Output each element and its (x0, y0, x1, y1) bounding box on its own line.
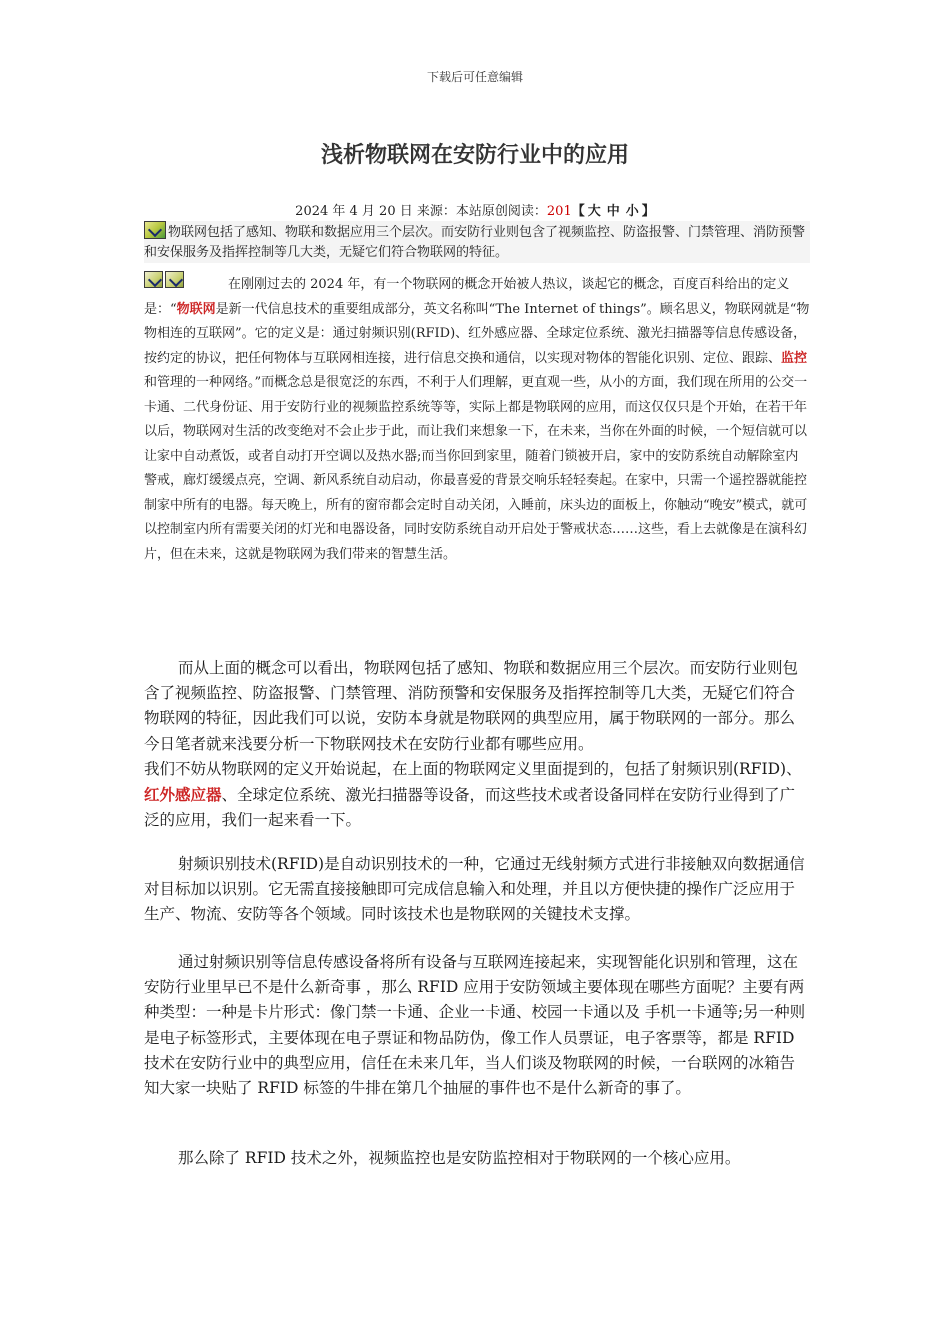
intro-text-1: 在刚刚过去的 2024 年，有一个物联网的概念开始被人热议，谈起它的概念，百度百科给出的定义是：“ (144, 277, 790, 317)
read-label: 阅读： (507, 204, 547, 219)
summary-icon (144, 221, 166, 239)
article-meta (0, 200, 950, 219)
body-paragraph-3: 射频识别技术(RFID)是自动识别技术的一种，它通过无线射频方式进行非接触双向数据通信对目标加以识别。它无需直接接触即可完成信息输入和处理，并且以方便快捷的操作广泛应用于生产、物流、安防等各个领域。同时该技术也是物联网的关键技术支撑。 (144, 855, 805, 924)
body-paragraph-5: 那么除了 RFID 技术之外，视频监控也是安防监控相对于物联网的一个核心应用。 (178, 1149, 741, 1167)
header-note: 下载后可任意编辑 (426, 70, 523, 84)
body-paragraph-1: 而从上面的概念可以看出，物联网包括了感知、物联和数据应用三个层次。而安防行业则包含了视频监控、防盗报警、门禁管理、消防预警和安保服务及指挥控制等几大类，无疑它们符合物联网的特征，因此我们可以说，安防本身就是物联网的典型应用，属于物联网的一部分。那么今日笔者就来浅要分析一下物联网技术在安防行业都有哪些应用。 (144, 659, 799, 753)
para2-text-2: 、全球定位系统、激光扫描器等设备，而这些技术或者设备同样在安防行业得到了广泛的应用，我们一起来看一下。 (144, 786, 796, 830)
page-title: 浅析物联网在安防行业中的应用 (320, 142, 629, 168)
body-paragraph-4: 通过射频识别等信息传感设备将所有设备与互联网连接起来，实现智能化识别和管理，这在安防行业里早已不是什么新奇事 ，那么 RFID 应用于安防领域主要体现在哪些方面呢？主要有两种类型：一种是卡片形式：像门禁一卡通、企业一卡通、校园一卡通以及 手机一卡通等;另一种则是电子标签形式，主要体现在电子票证和物品防伪，像工作人员票证，电子客票等，都是 RFID 技术在安防行业中的典型应用，信任在未来几年，当人们谈及物联网的时候，一台联网的冰箱告知大家一块贴了 RFID 标签的牛排在第几个抽屉的事件也不是什么新奇的事了。 (144, 953, 806, 1098)
source-label: 来源：本站原创 (416, 204, 508, 219)
intro-text-3: 和管理的一种网络。”而概念总是很宽泛的东西，不利于人们理解，更直观一些，从小的方面，我们现在所用的公交一卡通、二代身份证、用于安防行业的视频监控系统等等，实际上都是物联网的应用，而这仅仅只是个开始，在若干年以后，物联网对生活的改变绝对不会止步于此，而让我们来想象一下，在未来，当你在外面的时候，一个短信就可以让家中自动煮饭，或者自动打开空调以及热水器;而当你回到家里，随着门锁被开启，家中的安防系统自动解除室内警戒，廊灯缓缓点亮，空调、新风系统自动启动，你最喜爱的背景交响乐轻轻奏起。在家中，只需一个遥控器就能控制家中所有的电器。每天晚上，所有的窗帘都会定时自动关闭，入睡前，床头边的面板上，你触动“晚安”模式，就可以控制室内所有需要关闭的灯光和电器设备，同时安防系统自动开启处于警戒状态……这些，看上去就像是在演科幻片，但在未来，这就是物联网为我们带来的智慧生活。 (144, 375, 808, 562)
summary-text: 物联网包括了感知、物联和数据应用三个层次。而安防行业则包含了视频监控、防盗报警、门禁管理、消防预警和安保服务及指挥控制等几大类，无疑它们符合物联网的特征。 (144, 225, 806, 260)
intro-text-2: 是新一代信息技术的重要组成部分，英文名称叫“The Internet of things”。顾名思义，物联网就是“物物相连的互联网”。它的定义是：通过射频识别(RFID)、红外感应器、全球定位系统、激光扫描器等信息传感设备，按约定的协议，把任何物体与互联网相连接，进行信息交换和通信，以实现对物体的智能化识别、定位、跟踪、 (144, 301, 810, 366)
font-size-small-link[interactable]: 小 (625, 204, 639, 219)
para2-text-1: 我们不妨从物联网的定义开始说起，在上面的物联网定义里面提到的，包括了射频识别(RFID)、 (144, 760, 802, 778)
font-size-medium-link[interactable]: 中 (606, 204, 620, 219)
bracket-open: 【 (571, 204, 585, 219)
monitoring-link[interactable]: 监控 (781, 350, 808, 366)
iot-link[interactable]: 物联网 (176, 301, 216, 317)
bracket-close: 】 (641, 204, 655, 219)
article-summary (144, 221, 810, 263)
publish-date: 2024 年 4 月 20 日 (295, 204, 413, 219)
read-count: 201 (546, 204, 572, 219)
infrared-sensor-link[interactable]: 红外感应器 (144, 785, 222, 805)
font-size-large-link[interactable]: 大 (587, 204, 601, 219)
intro-paragraph (144, 273, 810, 567)
body-paragraph-2 (144, 757, 806, 834)
font-size-switcher (572, 204, 655, 219)
